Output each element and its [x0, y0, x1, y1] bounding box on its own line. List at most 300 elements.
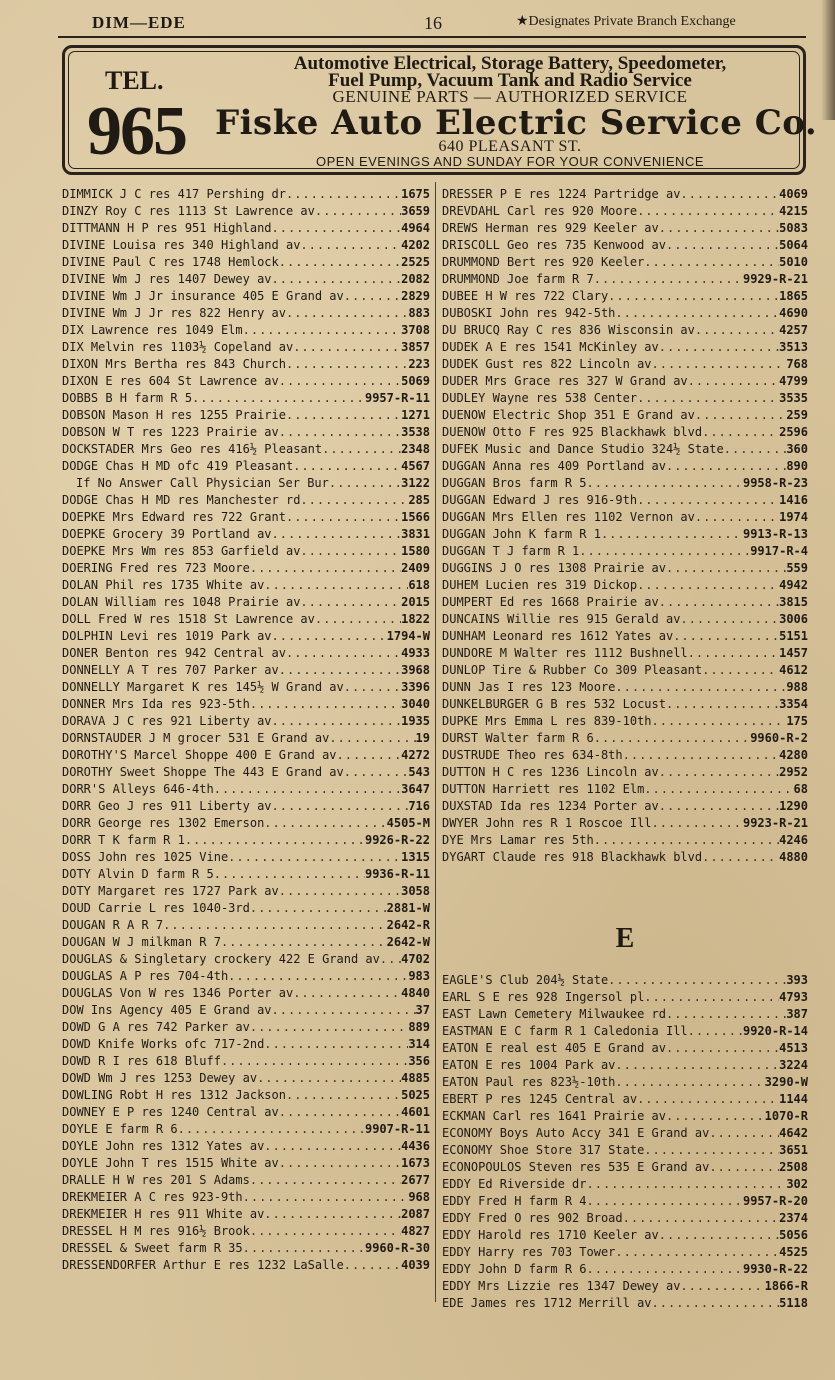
listing-phone: 314 — [408, 1037, 430, 1051]
leader-dots — [293, 458, 401, 475]
listing-name: DOEPKE Grocery 39 Portland av — [62, 527, 272, 541]
listing-entry — [62, 254, 430, 271]
listing-phone: 4069 — [779, 187, 808, 201]
listing-entry — [442, 1057, 808, 1074]
listing-name: DRUMMOND Bert res 920 Keeler — [442, 255, 645, 269]
listing-name: DREWS Herman res 929 Keeler av — [442, 221, 659, 235]
listing-entry — [442, 1142, 808, 1159]
listing-entry — [62, 288, 430, 305]
listing-name: DITTMANN H P res 951 Highland — [62, 221, 272, 235]
listing-phone: 9957-R-11 — [364, 391, 430, 405]
leader-dots — [344, 1257, 401, 1274]
ad-company-name: Fiske Auto Electric Service Co. — [215, 103, 818, 143]
listing-name: DURST Walter farm R 6 — [442, 731, 594, 745]
listing-name: DIVINE Louisa res 340 Highland av — [62, 238, 301, 252]
listing-entry — [442, 645, 808, 662]
listing-phone: 9929-R-21 — [742, 272, 808, 286]
listing-name: DUTTON Harriett res 1102 Elm — [442, 782, 645, 796]
listing-phone: 3538 — [401, 425, 430, 439]
listing-phone: 4039 — [401, 1258, 430, 1272]
listing-name: DUPKE Mrs Emma L res 839-10th — [442, 714, 652, 728]
listing-entry — [62, 492, 430, 509]
listing-phone: 3535 — [779, 391, 808, 405]
listing-entry — [62, 866, 430, 883]
listing-entry — [62, 1002, 430, 1019]
listing-entry — [62, 662, 430, 679]
listing-phone: 3708 — [401, 323, 430, 337]
leader-dots — [178, 1121, 365, 1138]
leader-dots — [673, 628, 779, 645]
listing-name: If No Answer Call Physician Ser Bur — [76, 476, 329, 490]
header-range: DIM—EDE — [92, 13, 186, 32]
listing-phone: 1866-R — [764, 1279, 808, 1293]
leader-dots — [623, 1210, 779, 1227]
listing-name: DOWD Wm J res 1253 Dewey av — [62, 1071, 258, 1085]
listing-phone: 1675 — [401, 187, 430, 201]
header-note: ★Designates Private Branch Exchange — [516, 14, 736, 29]
listing-phone: 1457 — [779, 646, 808, 660]
listing-name: DONNELLY A T res 707 Parker av — [62, 663, 279, 677]
leader-dots — [279, 662, 401, 679]
listing-name: DOERING Fred res 723 Moore — [62, 561, 250, 575]
listing-entry — [62, 1019, 430, 1036]
listing-entry — [62, 220, 430, 237]
listing-entry — [62, 730, 430, 747]
listing-phone: 4793 — [779, 990, 808, 1004]
leader-dots — [243, 1240, 365, 1257]
listing-phone: 360 — [786, 442, 808, 456]
leader-dots — [300, 237, 401, 254]
listing-name: EAST Lawn Cemetery Milwaukee rd — [442, 1007, 666, 1021]
listing-phone: 4964 — [401, 221, 430, 235]
listing-name: DIX Melvin res 1103½ Copeland av — [62, 340, 294, 354]
listing-phone: 2952 — [779, 765, 808, 779]
leader-dots — [214, 781, 401, 798]
listing-phone: 4827 — [401, 1224, 430, 1238]
listing-phone: 4642 — [779, 1126, 808, 1140]
listing-name: DOEPKE Mrs Wm res 853 Garfield av — [62, 544, 301, 558]
listing-phone: 9907-R-11 — [364, 1122, 430, 1136]
leader-dots — [615, 679, 786, 696]
leader-dots — [709, 1159, 779, 1176]
leader-dots — [695, 407, 786, 424]
listing-entry — [442, 390, 808, 407]
listing-phone: 175 — [786, 714, 808, 728]
listing-name: DODGE Chas H MD res Manchester rd — [62, 493, 301, 507]
leader-dots — [380, 951, 401, 968]
listing-entry — [62, 475, 430, 492]
listing-phone: 5118 — [779, 1296, 808, 1310]
listing-name: EDE James res 1712 Merrill av — [442, 1296, 652, 1310]
leader-dots — [286, 1087, 401, 1104]
listing-name: DUNHAM Leonard res 1612 Yates av — [442, 629, 674, 643]
ad-line-1: Automotive Electrical, Storage Battery, Speedometer, — [293, 53, 727, 74]
leader-dots — [688, 373, 779, 390]
listing-phone: 3058 — [401, 884, 430, 898]
listing-entry — [62, 424, 430, 441]
listing-name: EDDY Fred H farm R 4 — [442, 1194, 587, 1208]
leader-dots — [637, 1091, 779, 1108]
listing-phone: 1566 — [401, 510, 430, 524]
listing-phone: 9917-R-4 — [750, 544, 808, 558]
listing-name: DINZY Roy C res 1113 St Lawrence av — [62, 204, 315, 218]
listing-entry — [442, 1176, 808, 1193]
listing-name: DUHEM Lucien res 319 Dickop — [442, 578, 638, 592]
listing-entry — [62, 509, 430, 526]
leader-dots — [286, 186, 401, 203]
listing-phone: 285 — [408, 493, 430, 507]
column-divider — [435, 182, 436, 1302]
listing-phone: 3815 — [779, 595, 808, 609]
listing-name: DUDLEY Wayne res 538 Center — [442, 391, 638, 405]
leader-dots — [688, 1023, 743, 1040]
leader-dots — [279, 424, 401, 441]
leader-dots — [666, 1108, 765, 1125]
listing-phone: 1673 — [401, 1156, 430, 1170]
listing-name: DORR Geo J res 911 Liberty av — [62, 799, 272, 813]
listing-name: DOWD Knife Works ofc 717-2nd — [62, 1037, 265, 1051]
listing-phone: 3968 — [401, 663, 430, 677]
listing-entry — [442, 611, 808, 628]
listing-entry — [62, 611, 430, 628]
listing-phone: 9957-R-20 — [742, 1194, 808, 1208]
listing-entry — [442, 441, 808, 458]
leader-dots — [300, 594, 401, 611]
listing-phone: 4215 — [779, 204, 808, 218]
listing-name: ECONOMY Shoe Store 317 State — [442, 1143, 645, 1157]
listing-name: DOBSON W T res 1223 Prairie av — [62, 425, 279, 439]
listing-phone: 302 — [786, 1177, 808, 1191]
listing-phone: 4246 — [779, 833, 808, 847]
leader-dots — [659, 798, 779, 815]
listing-entry — [442, 543, 808, 560]
listing-phone: 716 — [408, 799, 430, 813]
leader-dots — [587, 475, 743, 492]
listing-name: DOYLE John T res 1515 White av — [62, 1156, 279, 1170]
leader-dots — [680, 186, 779, 203]
listing-phone: 1865 — [779, 289, 808, 303]
listing-name: ECONOPOULOS Steven res 535 E Grand av — [442, 1160, 710, 1174]
listing-phone: 9936-R-11 — [364, 867, 430, 881]
listing-name: DUGGAN Edward J res 916-9th — [442, 493, 638, 507]
listing-entry — [62, 1172, 430, 1189]
listing-name: DRUMMOND Joe farm R 7 — [442, 272, 594, 286]
left-listing-column — [62, 186, 430, 1274]
leader-dots — [286, 305, 408, 322]
listing-name: DOROTHY Sweet Shoppe The 443 E Grand av — [62, 765, 344, 779]
listing-entry — [62, 900, 430, 917]
listing-name: DRESSENDORFER Arthur E res 1232 LaSalle — [62, 1258, 344, 1272]
listing-entry — [62, 1223, 430, 1240]
listing-name: DIVINE Paul C res 1748 Hemlock — [62, 255, 279, 269]
listing-phone: 3831 — [401, 527, 430, 541]
listing-name: DUGGAN Mrs Ellen res 1102 Vernon av — [442, 510, 695, 524]
listing-name: DIXON Mrs Bertha res 843 Church — [62, 357, 286, 371]
listing-phone: 4436 — [401, 1139, 430, 1153]
listing-phone: 5025 — [401, 1088, 430, 1102]
listing-name: DOTY Margaret res 1727 Park av — [62, 884, 279, 898]
listing-entry — [442, 696, 808, 713]
listing-name: DOTY Alvin D farm R 5 — [62, 867, 214, 881]
listing-entry — [442, 679, 808, 696]
listing-phone: 968 — [408, 1190, 430, 1204]
listing-phone: 3006 — [779, 612, 808, 626]
listing-entry — [62, 186, 430, 203]
listing-phone: 1144 — [779, 1092, 808, 1106]
leader-dots — [264, 1206, 401, 1223]
listing-phone: 4257 — [779, 323, 808, 337]
listing-name: DOEPKE Mrs Edward res 722 Grant — [62, 510, 286, 524]
leader-dots — [608, 288, 779, 305]
listing-name: DUDEK A E res 1541 McKinley av — [442, 340, 659, 354]
leader-dots — [615, 1074, 764, 1091]
leader-dots — [228, 968, 408, 985]
listing-phone: 4525 — [779, 1245, 808, 1259]
listing-phone: 9923-R-21 — [742, 816, 808, 830]
listing-phone: 3354 — [779, 697, 808, 711]
listing-phone: 4513 — [779, 1041, 808, 1055]
listing-name: DIMMICK J C res 417 Pershing dr — [62, 187, 286, 201]
leader-dots — [594, 832, 779, 849]
listing-name: DOUGLAS & Singletary crockery 422 E Grand av — [62, 952, 380, 966]
listing-entry — [62, 798, 430, 815]
listing-entry — [442, 509, 808, 526]
listing-entry — [62, 968, 430, 985]
listing-entry — [62, 985, 430, 1002]
listing-phone: 543 — [408, 765, 430, 779]
listing-entry — [62, 764, 430, 781]
leader-dots — [264, 1036, 408, 1053]
listing-phone: 2881-W — [386, 901, 430, 915]
d-listings — [442, 186, 808, 866]
listing-phone: 4799 — [779, 374, 808, 388]
listing-entry — [442, 815, 808, 832]
listing-name: EDDY Harold res 1710 Keeler av — [442, 1228, 659, 1242]
listing-phone: 9930-R-22 — [742, 1262, 808, 1276]
leader-dots — [608, 972, 786, 989]
listing-phone: 2596 — [779, 425, 808, 439]
listing-name: DOLPHIN Levi res 1019 Park av — [62, 629, 272, 643]
leader-dots — [286, 645, 401, 662]
listing-entry — [442, 339, 808, 356]
leader-dots — [279, 1104, 401, 1121]
listing-entry — [62, 560, 430, 577]
listing-entry — [62, 594, 430, 611]
listing-phone: 1794-W — [386, 629, 430, 643]
listing-phone: 1416 — [779, 493, 808, 507]
listing-name: DOW Ins Agency 405 E Grand av — [62, 1003, 272, 1017]
listing-phone: 3122 — [401, 476, 430, 490]
listing-entry — [442, 781, 808, 798]
listing-name: DYE Mrs Lamar res 5th — [442, 833, 594, 847]
listing-entry — [62, 441, 430, 458]
leader-dots — [601, 526, 743, 543]
listing-entry — [442, 186, 808, 203]
listing-name: DU BRUCQ Ray C res 836 Wisconsin av — [442, 323, 695, 337]
leader-dots — [659, 594, 779, 611]
listing-entry — [442, 1108, 808, 1125]
listing-name: DRESSER P E res 1224 Partridge av — [442, 187, 681, 201]
leader-dots — [680, 611, 779, 628]
leader-dots — [279, 254, 401, 271]
listing-name: EBERT P res 1245 Central av — [442, 1092, 638, 1106]
listing-name: DIVINE Wm J Jr insurance 405 E Grand av — [62, 289, 344, 303]
listing-phone: 3651 — [779, 1143, 808, 1157]
leader-dots — [666, 1040, 779, 1057]
listing-phone: 4885 — [401, 1071, 430, 1085]
listing-entry — [442, 1091, 808, 1108]
right-listing-column — [442, 186, 808, 1312]
listing-entry — [62, 1138, 430, 1155]
listing-name: DORR T K farm R 1 — [62, 833, 185, 847]
listing-phone: 3857 — [401, 340, 430, 354]
listing-name: DONNER Mrs Ida res 923-5th — [62, 697, 250, 711]
listing-entry — [62, 458, 430, 475]
leader-dots — [344, 764, 409, 781]
listing-entry — [62, 645, 430, 662]
listing-entry — [62, 1121, 430, 1138]
listing-name: DIXON E res 604 St Lawrence av — [62, 374, 279, 388]
page-header — [0, 10, 835, 36]
listing-name: DONNELLY Margaret K res 145½ W Grand av — [62, 680, 344, 694]
listing-phone: 356 — [408, 1054, 430, 1068]
listing-entry — [62, 305, 430, 322]
listing-name: DODGE Chas H MD ofc 419 Pleasant — [62, 459, 294, 473]
listing-phone: 4840 — [401, 986, 430, 1000]
listing-entry — [62, 849, 430, 866]
listing-name: DIX Lawrence res 1049 Elm — [62, 323, 243, 337]
listing-phone: 5010 — [779, 255, 808, 269]
listing-phone: 2087 — [401, 1207, 430, 1221]
listing-entry — [62, 747, 430, 764]
listing-phone: 393 — [786, 973, 808, 987]
listing-name: DRESSEL & Sweet farm R 35 — [62, 1241, 243, 1255]
leader-dots — [250, 900, 387, 917]
listing-phone: 1290 — [779, 799, 808, 813]
header-rule — [58, 36, 806, 38]
page-number: 16 — [424, 13, 442, 33]
listing-phone: 3224 — [779, 1058, 808, 1072]
leader-dots — [688, 645, 779, 662]
listing-name: DOUGAN W J milkman R 7 — [62, 935, 221, 949]
listing-phone: 2374 — [779, 1211, 808, 1225]
listing-name: DOUGLAS Von W res 1346 Porter av — [62, 986, 294, 1000]
leader-dots — [594, 271, 743, 288]
listing-name: DOSS John res 1025 Vine — [62, 850, 229, 864]
leader-dots — [666, 560, 786, 577]
listing-entry — [442, 220, 808, 237]
listing-entry — [442, 1244, 808, 1261]
listing-phone: 983 — [408, 969, 430, 983]
listing-entry — [62, 713, 430, 730]
leader-dots — [221, 1053, 408, 1070]
listing-entry — [442, 271, 808, 288]
listing-entry — [442, 203, 808, 220]
listing-entry — [442, 577, 808, 594]
listing-name: DOROTHY'S Marcel Shoppe 400 E Grand av — [62, 748, 337, 762]
listing-phone: 19 — [415, 731, 430, 745]
leader-dots — [623, 747, 779, 764]
listing-entry — [442, 237, 808, 254]
listing-entry — [62, 1240, 430, 1257]
listing-entry — [62, 628, 430, 645]
listing-phone: 1315 — [401, 850, 430, 864]
listing-entry — [442, 972, 808, 989]
listing-name: DORAVA J C res 921 Liberty av — [62, 714, 272, 728]
leader-dots — [344, 288, 401, 305]
leader-dots — [293, 985, 401, 1002]
listing-name: DUXSTAD Ida res 1234 Porter av — [442, 799, 659, 813]
listing-entry — [442, 1210, 808, 1227]
leader-dots — [615, 305, 779, 322]
listing-entry — [442, 475, 808, 492]
listing-phone: 3647 — [401, 782, 430, 796]
leader-dots — [637, 577, 779, 594]
leader-dots — [659, 339, 779, 356]
listing-name: DOWLING Robt H res 1312 Jackson — [62, 1088, 286, 1102]
listing-entry — [442, 322, 808, 339]
listing-entry — [62, 356, 430, 373]
leader-dots — [587, 1176, 787, 1193]
listing-phone: 1822 — [401, 612, 430, 626]
listing-name: DUGGAN Anna res 409 Portland av — [442, 459, 666, 473]
listing-phone: 2082 — [401, 272, 430, 286]
leader-dots — [286, 407, 401, 424]
listing-name: DIVINE Wm J res 1407 Dewey av — [62, 272, 272, 286]
listing-entry — [442, 1074, 808, 1091]
listing-entry — [442, 832, 808, 849]
listing-phone: 2642-R — [386, 918, 430, 932]
listing-phone: 3513 — [779, 340, 808, 354]
listing-entry — [442, 849, 808, 866]
listing-name: DOWD G A res 742 Parker av — [62, 1020, 250, 1034]
listing-phone: 4567 — [401, 459, 430, 473]
listing-phone: 2348 — [401, 442, 430, 456]
listing-entry — [442, 1023, 808, 1040]
leader-dots — [293, 339, 401, 356]
listing-entry — [442, 1278, 808, 1295]
listing-entry — [62, 934, 430, 951]
listing-name: DUNKELBURGER G B res 532 Locust — [442, 697, 666, 711]
listing-phone: 1070-R — [764, 1109, 808, 1123]
leader-dots — [644, 1142, 779, 1159]
listing-entry — [442, 798, 808, 815]
listing-entry — [442, 730, 808, 747]
listing-phone: 9960-R-2 — [750, 731, 808, 745]
leader-dots — [279, 373, 401, 390]
listing-phone: 5056 — [779, 1228, 808, 1242]
leader-dots — [264, 1138, 401, 1155]
listing-entry — [62, 781, 430, 798]
listing-name: DONER Benton res 942 Central av — [62, 646, 286, 660]
listing-phone: 68 — [793, 782, 808, 796]
listing-entry — [442, 628, 808, 645]
leader-dots — [652, 815, 743, 832]
listing-name: EATON Paul res 823½-10th — [442, 1075, 616, 1089]
leader-dots — [702, 662, 779, 679]
listing-name: DRALLE H W res 201 S Adams — [62, 1173, 250, 1187]
listing-name: DUGGAN T J farm R 1 — [442, 544, 580, 558]
ad-address: 640 PLEASANT ST. — [438, 138, 582, 155]
leader-dots — [279, 1155, 401, 1172]
leader-dots — [315, 203, 401, 220]
leader-dots — [615, 1244, 779, 1261]
ad-hours: OPEN EVENINGS AND SUNDAY FOR YOUR CONVENIENCE — [315, 154, 705, 169]
leader-dots — [272, 271, 402, 288]
listing-entry — [62, 1087, 430, 1104]
leader-dots — [644, 989, 779, 1006]
leader-dots — [615, 1057, 779, 1074]
